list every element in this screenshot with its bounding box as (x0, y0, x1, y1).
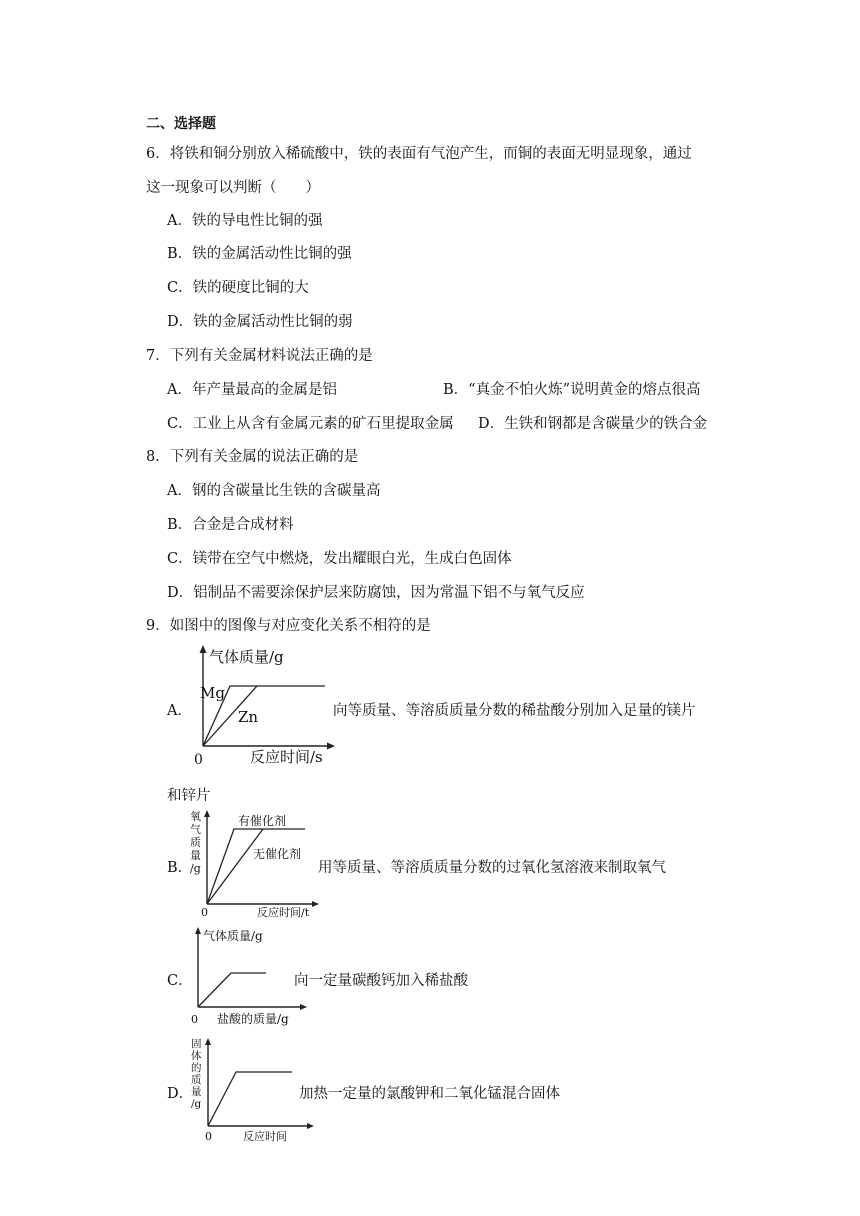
question-7-option-a: A．年产量最高的金属是铝 (167, 382, 337, 398)
question-6-stem: 6．将铁和铜分别放入稀硫酸中，铁的表面有气泡产生，而铜的表面无明显现象，通过 (146, 146, 692, 162)
graph-d (186, 1036, 316, 1146)
question-6-option-d: D．铁的金属活动性比铜的弱 (167, 314, 353, 330)
graph-b (186, 808, 321, 920)
question-9-option-c-text: 向一定量碳酸钙加入稀盐酸 (294, 973, 468, 989)
question-7-option-b: B．“真金不怕火炼”说明黄金的熔点很高 (443, 382, 701, 398)
graph-a-ylabel: 气体质量/g (209, 648, 284, 666)
graph-a-line-mg: Mg (200, 684, 225, 702)
question-9-option-b-text: 用等质量、等溶质质量分数的过氧化氢溶液来制取氧气 (318, 860, 666, 876)
question-8-option-b: B．合金是合成材料 (167, 517, 294, 533)
question-9-option-c-letter: C． (167, 973, 193, 989)
question-9-stem: 9．如图中的图像与对应变化关系不相符的是 (146, 618, 431, 634)
graph-c-ylabel: 气体质量/g (203, 929, 263, 943)
graph-d-ylabel (191, 1038, 202, 1110)
question-9-option-d-text: 加热一定量的氯酸钾和二氧化锰混合固体 (299, 1086, 560, 1102)
question-6-option-c: C．铁的硬度比铜的大 (167, 280, 309, 296)
svg-text:气: 气 (190, 823, 201, 836)
question-7-stem: 7．下列有关金属材料说法正确的是 (146, 348, 373, 364)
graph-c-origin: 0 (191, 1013, 198, 1026)
question-7-option-c: C．工业上从含有金属元素的矿石里提取金属 (167, 416, 454, 432)
svg-text:体: 体 (191, 1050, 202, 1062)
svg-text:氧: 氧 (190, 810, 201, 823)
graph-a-xlabel: 反应时间/s (250, 748, 323, 766)
graph-b-line-no-catalyst: 无催化剂 (253, 847, 302, 861)
graph-b-line-catalyst: 有催化剂 (238, 814, 287, 828)
svg-text:/g: /g (190, 862, 201, 875)
svg-text:质: 质 (190, 836, 201, 849)
question-9-option-b-letter: B． (167, 860, 193, 876)
question-8-option-c: C．镁带在空气中燃烧，发出耀眼白光，生成白色固体 (167, 551, 512, 567)
svg-text:/g: /g (191, 1098, 202, 1110)
question-9-option-a-text-cont: 和锌片 (167, 788, 211, 804)
graph-b-origin: 0 (201, 906, 208, 919)
section-title: 二、选择题 (146, 116, 216, 132)
question-8-option-a: A．钢的含碳量比生铁的含碳量高 (167, 483, 381, 499)
question-8-option-d: D．铝制品不需要涂保护层来防腐蚀，因为常温下铝不与氧气反应 (167, 585, 585, 601)
graph-b-xlabel: 反应时间/t (257, 906, 310, 919)
svg-text:量: 量 (190, 849, 201, 862)
question-7-option-d: D．生铁和钢都是含碳量少的铁合金 (478, 416, 708, 432)
svg-text:的: 的 (191, 1062, 202, 1074)
question-8-stem: 8．下列有关金属的说法正确的是 (146, 449, 359, 465)
graph-a-origin: 0 (194, 752, 203, 768)
question-6-option-a: A．铁的导电性比铜的强 (167, 213, 323, 229)
question-6-option-b: B．铁的金属活动性比铜的强 (167, 246, 352, 262)
question-6-stem-cont: 这一现象可以判断（ ） (146, 180, 320, 196)
graph-c-xlabel: 盐酸的质量/g (217, 1012, 289, 1026)
graph-b-ylabel (190, 809, 201, 875)
svg-text:质: 质 (191, 1074, 202, 1086)
graph-a-line-zn: Zn (238, 708, 259, 726)
question-9-option-a-text: 向等质量、等溶质质量分数的稀盐酸分别加入足量的镁片 (333, 703, 696, 719)
svg-text:固: 固 (191, 1038, 202, 1050)
question-9-option-a-letter: A． (167, 703, 192, 719)
graph-d-origin: 0 (205, 1130, 212, 1143)
graph-a (190, 642, 340, 768)
svg-text:量: 量 (191, 1086, 202, 1098)
question-9-option-d-letter: D． (167, 1086, 194, 1102)
graph-d-xlabel: 反应时间 (243, 1130, 287, 1143)
